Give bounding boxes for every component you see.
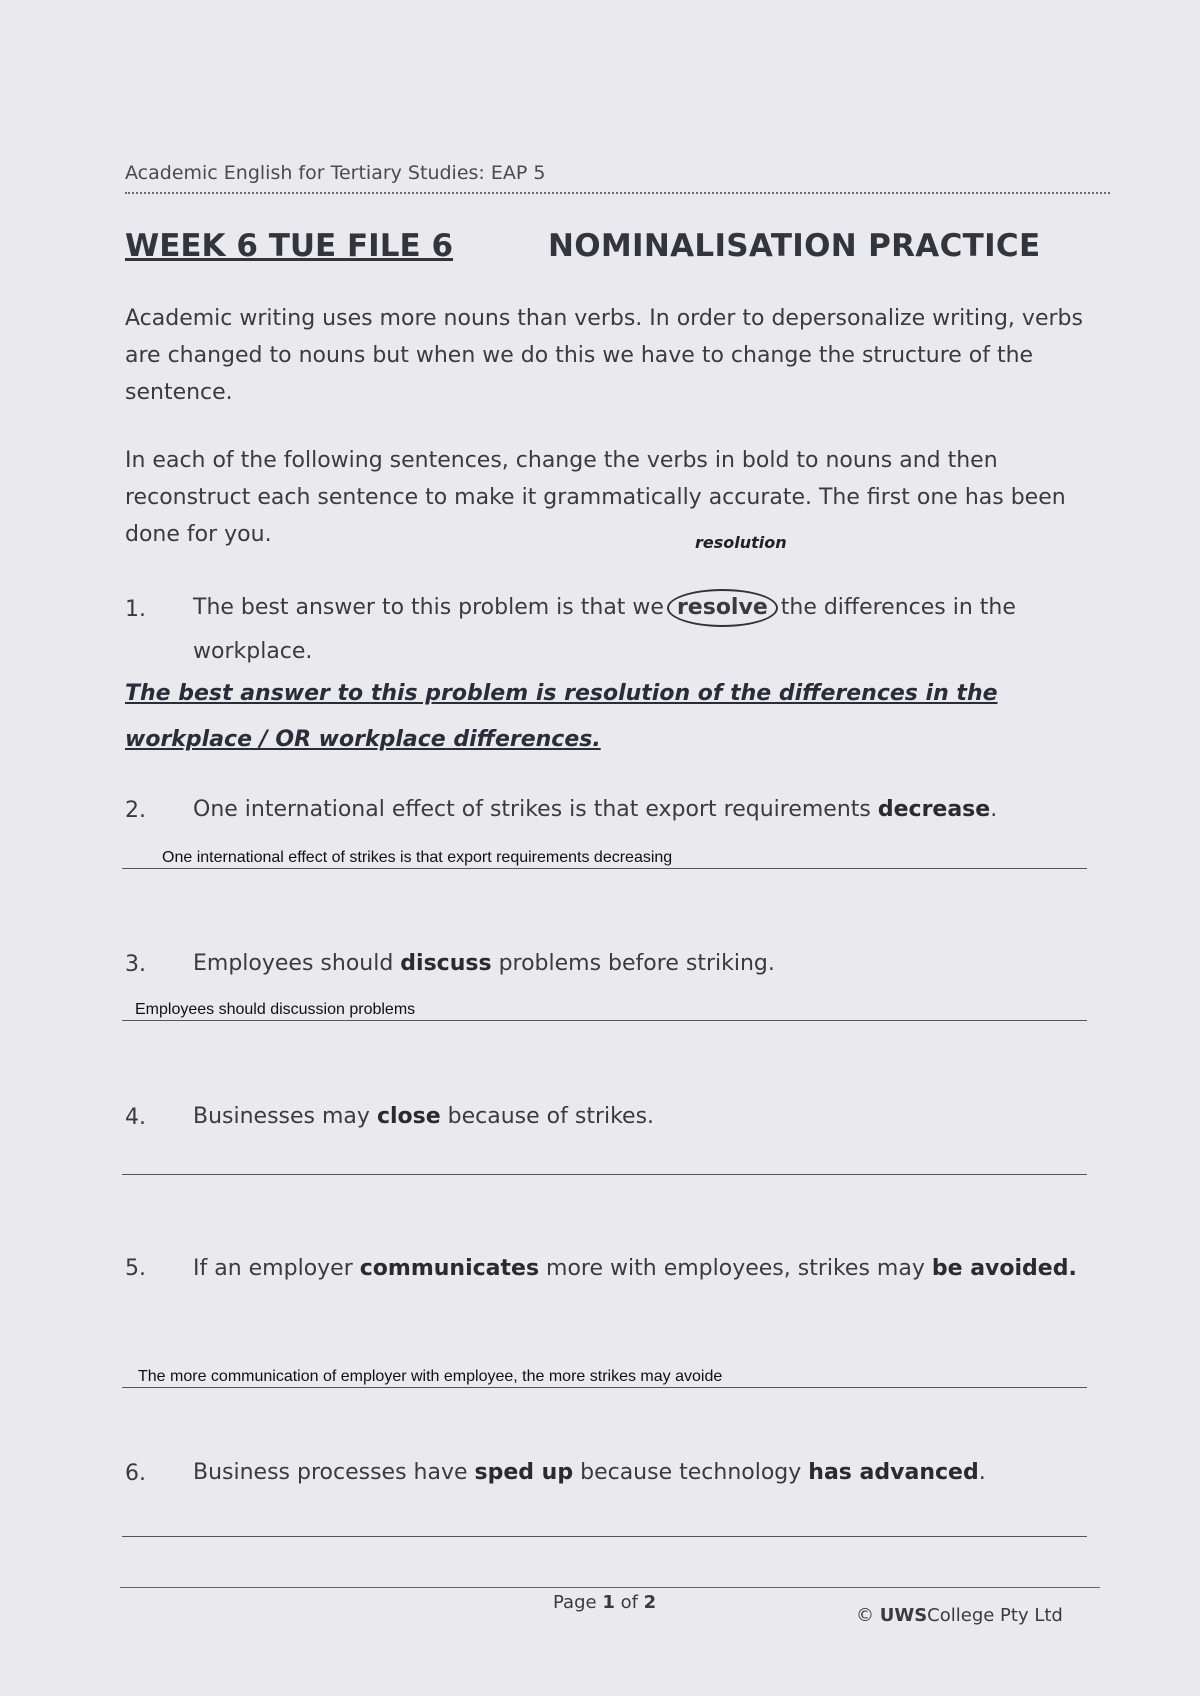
question-text: the differences in the workplace.	[193, 595, 1016, 664]
page-label: Page	[553, 1592, 603, 1613]
question-text: .	[990, 797, 998, 822]
question-number: 5.	[125, 1256, 146, 1281]
answer-line-6[interactable]	[122, 1510, 1087, 1537]
bold-verb: decrease	[877, 797, 991, 822]
bold-verb: close	[376, 1104, 441, 1129]
topic-title: NOMINALISATION PRACTICE	[548, 228, 1041, 264]
question-text: problems before striking.	[491, 951, 775, 976]
question-text: because of strikes.	[440, 1104, 655, 1129]
footer-divider	[120, 1587, 1100, 1588]
page-current: 1	[602, 1592, 615, 1613]
question-text: because technology	[573, 1460, 809, 1485]
question-5	[193, 1239, 1093, 1299]
instructions-paragraph: In each of the following sentences, change the verbs in bold to nouns and then reconstruct each sentence to make it grammatically accurate. The first one has been done for you.	[125, 448, 1066, 547]
question-text: Businesses may	[193, 1104, 377, 1129]
question-text: The best answer to this problem is that we	[193, 595, 671, 620]
circled-verb: resolve	[667, 589, 778, 627]
question-text: One international effect of strikes is that export requirements	[193, 797, 878, 822]
answer-text: Employees should discussion problems	[135, 1001, 416, 1018]
question-3	[193, 942, 1093, 986]
question-6	[193, 1451, 1093, 1495]
question-text: Business processes have	[193, 1460, 475, 1485]
page-total: 2	[643, 1592, 657, 1613]
copyright	[856, 1605, 1063, 1626]
bold-verb: sped up	[474, 1460, 574, 1485]
question-number: 4.	[125, 1105, 146, 1130]
question-number: 1.	[125, 597, 146, 622]
model-answer-text: The best answer to this problem is resolution of the differences in the workplace / OR workplace differences.	[125, 681, 998, 752]
intro-paragraph: Academic writing uses more nouns than verbs. In order to depersonalize writing, verbs are changed to nouns but when we do this we have to change the structure of the sentence.	[125, 306, 1083, 405]
page-number	[553, 1592, 656, 1613]
copyright-rest: College Pty Ltd	[927, 1605, 1063, 1626]
answer-line-4[interactable]	[122, 1148, 1087, 1175]
bold-verb: discuss	[400, 951, 492, 976]
model-answer	[125, 671, 1100, 763]
answer-text: One international effect of strikes is that export requirements decreasing	[162, 849, 673, 866]
answer-text: The more communication of employer with employee, the more strikes may avoide	[138, 1368, 723, 1385]
question-text: .	[978, 1460, 986, 1485]
week-title: WEEK 6 TUE FILE 6	[125, 228, 454, 264]
copyright-brand: UWS	[879, 1605, 928, 1626]
bold-verb: communicates	[359, 1256, 540, 1281]
question-number: 6.	[125, 1461, 146, 1486]
question-text: more with employees, strikes may	[539, 1256, 932, 1281]
course-header: Academic English for Tertiary Studies: EAP 5	[125, 162, 1110, 194]
question-text: If an employer	[193, 1256, 360, 1281]
bold-verb: has advanced	[808, 1460, 979, 1485]
question-2	[193, 788, 1093, 832]
bold-verb: be avoided	[931, 1256, 1069, 1281]
answer-line-2[interactable]	[122, 842, 1087, 869]
handwritten-hint: resolution	[695, 533, 787, 552]
question-text: Employees should	[193, 951, 401, 976]
example-question	[193, 586, 1093, 674]
question-4	[193, 1095, 1093, 1139]
answer-line-3[interactable]	[122, 994, 1087, 1021]
question-text: .	[1068, 1256, 1077, 1281]
answer-line-5[interactable]	[122, 1361, 1087, 1388]
page-of: of	[614, 1592, 644, 1613]
question-number: 2.	[125, 798, 146, 823]
question-number: 3.	[125, 952, 146, 977]
copyright-symbol: ©	[856, 1605, 880, 1626]
